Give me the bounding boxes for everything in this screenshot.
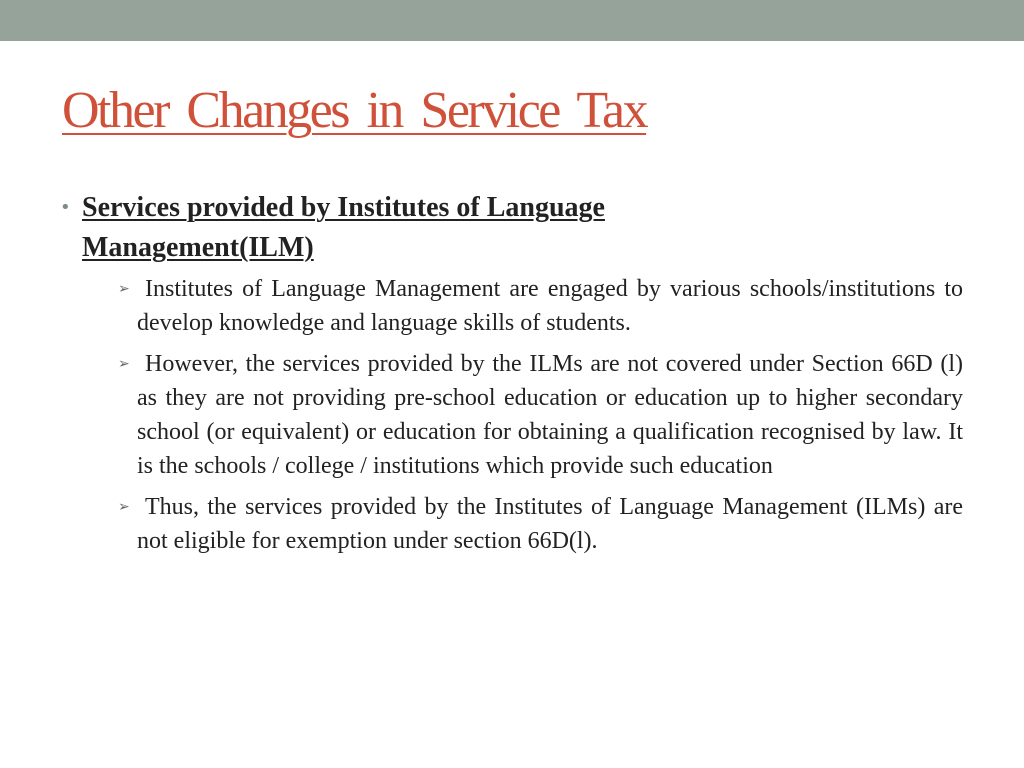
sub-point-text: However, the services provided by the ILMs are not covered under Section 66D (l) as they are not providing pre-school education or education up to higher secondary school (or equivalent) or education for obtaining a qualification recognised by law. It is the schools / college / institutions which provide such education <box>137 351 963 479</box>
sub-point-text: Institutes of Language Management are engaged by various schools/institutions to develop knowledge and language skills of students. <box>137 276 963 336</box>
sub-point-text: Thus, the services provided by the Institutes of Language Management (ILMs) are not eligible for exemption under section 66D(l). <box>137 494 963 554</box>
sub-point <box>82 347 963 483</box>
sub-point-list <box>82 272 963 558</box>
slide-title: Other Changes in Service Tax <box>62 82 647 139</box>
sub-point <box>82 272 963 340</box>
bullet-heading: Services provided by Institutes of Language Management(ILM) <box>82 192 605 263</box>
bullet-dot-icon: • <box>60 197 71 218</box>
arrow-bullet-icon: ➢ <box>118 356 130 372</box>
slide-content <box>58 188 963 565</box>
arrow-bullet-icon: ➢ <box>118 281 130 297</box>
sub-point <box>82 490 963 558</box>
main-bullet <box>58 188 963 558</box>
top-decorative-bar <box>0 0 1024 41</box>
arrow-bullet-icon: ➢ <box>118 499 130 515</box>
